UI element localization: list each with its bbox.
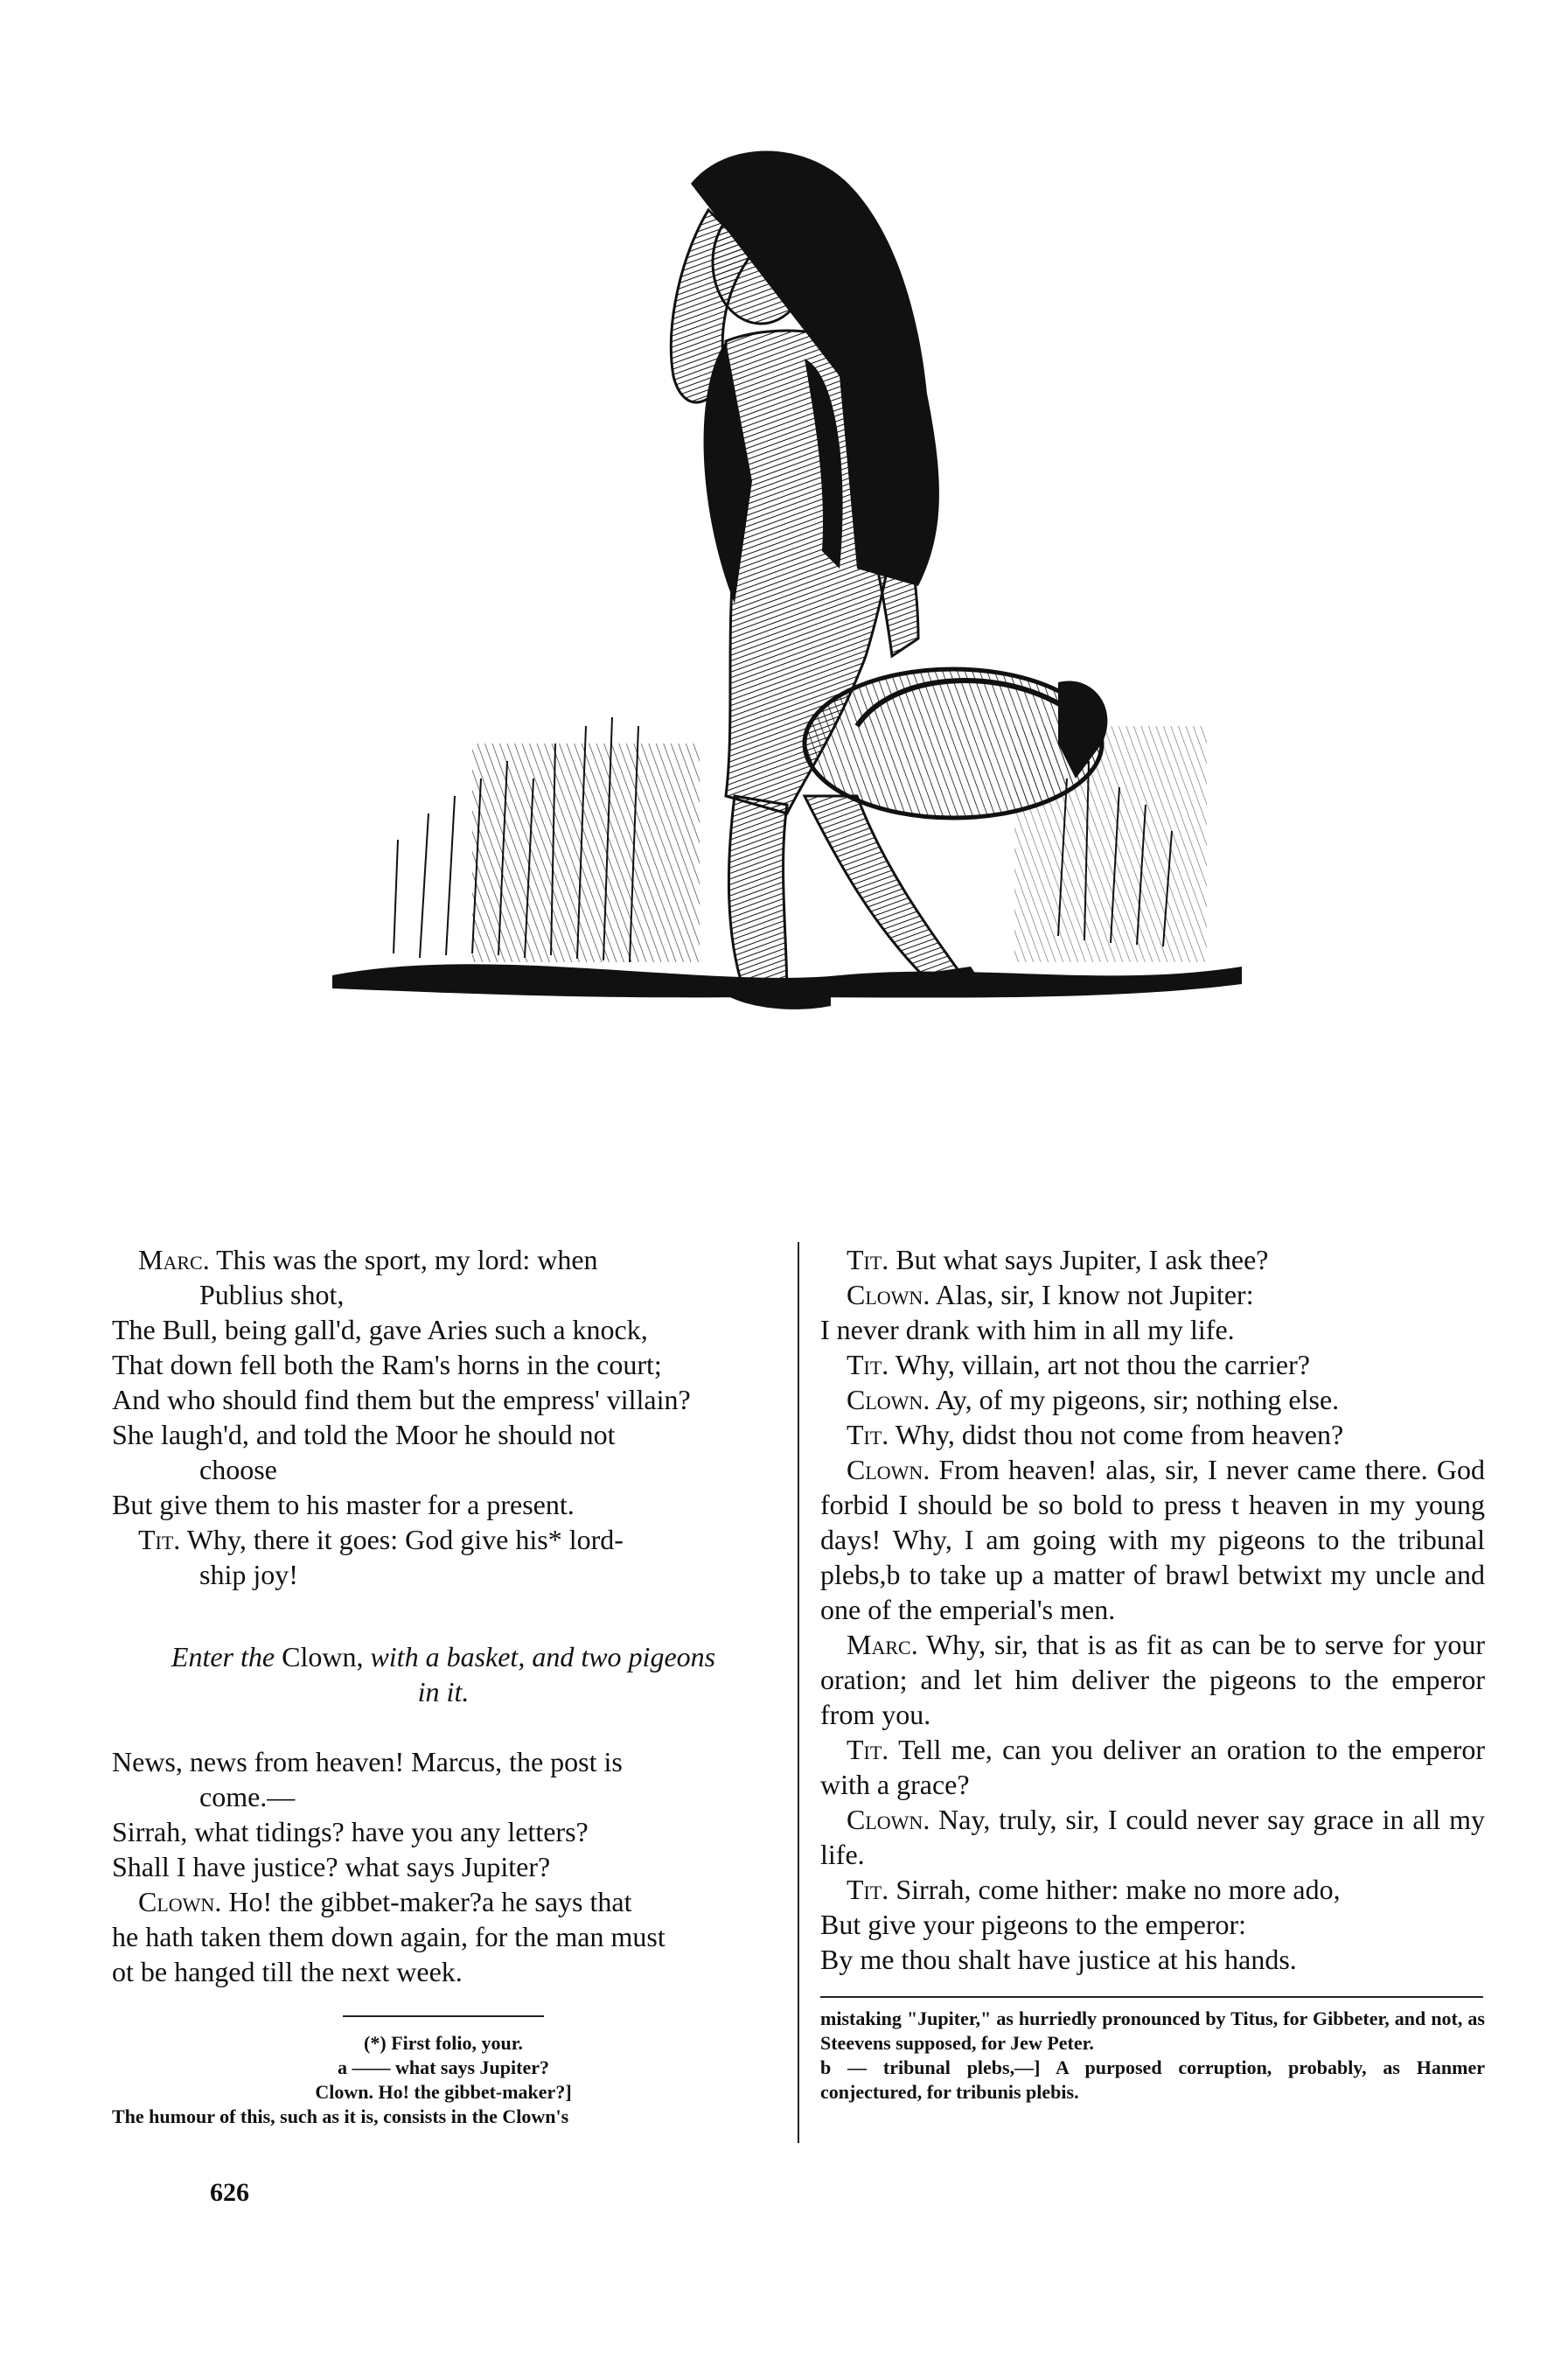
- left-footnotes: [112, 2031, 775, 2129]
- footnote: mistaking "Jupiter," as hurriedly pronounced by Titus, for Gibbeter, and not, as Steevens supposed, for Jew Peter.: [820, 2007, 1485, 2054]
- footnote: b — tribunal plebs,—] A purposed corruption, probably, as Hanmer conjectured, for tribunis plebis.: [820, 2056, 1485, 2103]
- speaker-name: Marc.: [138, 1244, 210, 1275]
- left-verse-2: [112, 1744, 775, 1989]
- verse-text: Ay, of my pigeons, sir; nothing else.: [935, 1384, 1340, 1415]
- footnote: The humour of this, such as it is, consists in the Clown's: [112, 2105, 569, 2127]
- verse-line: [820, 1417, 1485, 1452]
- footnote-text: —— what says Jupiter?: [352, 2056, 549, 2078]
- footnote: (*) First folio, your.: [364, 2032, 523, 2054]
- footnote-rule: [820, 1996, 1483, 1998]
- verse-line: That down fell both the Ram's horns in the court;: [112, 1349, 662, 1380]
- verse-line: She laugh'd, and told the Moor he should not: [112, 1419, 616, 1450]
- left-column: [112, 1242, 775, 2129]
- verse-line: Sirrah, what tidings? have you any letters?: [112, 1816, 589, 1847]
- verse-line: The Bull, being gall'd, gave Aries such a knock,: [112, 1314, 648, 1345]
- speaker-name: Tit.: [847, 1874, 889, 1905]
- prose-text: Nay, truly, sir, I could never say grace in all my life.: [820, 1804, 1486, 1870]
- verse-continuation: choose: [199, 1454, 277, 1485]
- verse-line: [820, 1277, 1485, 1312]
- speaker-name: Tit.: [847, 1419, 889, 1450]
- verse-line: I never drank with him in all my life.: [820, 1314, 1235, 1345]
- verse-line: [820, 1347, 1485, 1382]
- speaker-name: Tit.: [138, 1524, 181, 1555]
- prose-speech: [820, 1452, 1485, 1627]
- verse-line: [112, 1522, 775, 1557]
- verse-continuation: ship joy!: [199, 1559, 298, 1590]
- verse-line: And who should find them but the empress' villain?: [112, 1384, 691, 1415]
- speaker-name: Clown.: [847, 1384, 930, 1415]
- verse-text: Alas, sir, I know not Jupiter:: [935, 1279, 1254, 1310]
- speaker-name: Tit.: [847, 1734, 889, 1765]
- verse-line: Shall I have justice? what says Jupiter?: [112, 1851, 551, 1882]
- verse-text: Why, villain, art not thou the carrier?: [895, 1349, 1310, 1380]
- stage-direction: [112, 1639, 775, 1709]
- right-verse-2: [820, 1872, 1485, 1977]
- verse-text: Sirrah, come hither: make no more ado,: [896, 1874, 1341, 1905]
- prose-text: Tell me, can you deliver an oration to the emperor with a grace?: [820, 1734, 1486, 1800]
- stage-text: Enter the: [171, 1641, 275, 1672]
- verse-text: This was the sport, my lord: when: [216, 1244, 598, 1275]
- stage-text: in it.: [417, 1676, 470, 1707]
- speaker-name: Clown.: [847, 1454, 930, 1485]
- speaker-name: Clown.: [138, 1886, 222, 1917]
- prose-speech: [820, 1732, 1485, 1802]
- prose-text: Why, sir, that is as fit as can be to serve for your oration; and let him deliver the pigeons to the emperor from you.: [820, 1629, 1485, 1730]
- stage-text: with a basket, and two pigeons: [370, 1641, 716, 1672]
- speaker-name: Tit.: [847, 1349, 889, 1380]
- page-number: 626: [210, 2178, 249, 2207]
- verse-line: [820, 1382, 1485, 1417]
- clown-with-basket-engraving-icon: [315, 114, 1312, 1093]
- verse-line: But give your pigeons to the emperor:: [820, 1909, 1247, 1940]
- speaker-name: Marc.: [847, 1629, 918, 1660]
- right-verse-1: [820, 1242, 1485, 1452]
- verse-text: Why, there it goes: God give his* lord-: [186, 1524, 624, 1555]
- verse-line: By me thou shalt have justice at his hands.: [820, 1944, 1297, 1975]
- verse-line: [820, 1242, 1485, 1277]
- verse-line: But give them to his master for a present.: [112, 1489, 575, 1520]
- verse-line: [112, 1884, 775, 1919]
- prose-speech: [820, 1802, 1485, 1872]
- verse-line: he hath taken them down again, for the man must: [112, 1921, 666, 1952]
- footnote: [112, 2056, 775, 2080]
- verse-continuation: come.—: [199, 1781, 296, 1812]
- speaker-name: Clown.: [847, 1279, 930, 1310]
- prose-speech: [820, 1627, 1485, 1732]
- verse-text: Why, didst thou not come from heaven?: [895, 1419, 1344, 1450]
- verse-text: Ho! the gibbet-maker?a he says that: [228, 1886, 632, 1917]
- footnote-rule: [343, 2015, 544, 2017]
- footnote-mark: a: [337, 2056, 347, 2078]
- speaker-name: Clown.: [847, 1804, 930, 1835]
- verse-continuation: Publius shot,: [199, 1279, 345, 1310]
- column-divider: [798, 1242, 799, 2143]
- right-footnotes: [820, 2007, 1485, 2105]
- left-verse-1: [112, 1242, 775, 1592]
- footnote: Clown. Ho! the gibbet-maker?]: [315, 2081, 572, 2103]
- verse-line: [820, 1872, 1485, 1907]
- prose-text: From heaven! alas, sir, I never came there. God forbid I should be so bold to press t heaven in my young days! Why, I am going with my pigeons to the tribunal plebs,b to take up a matter of brawl betwixt my uncle and one of the emperial's men.: [820, 1454, 1486, 1625]
- verse-text: But what says Jupiter, I ask thee?: [896, 1244, 1269, 1275]
- verse-line: [112, 1242, 775, 1277]
- verse-line: News, news from heaven! Marcus, the post is: [112, 1746, 623, 1777]
- stage-character: Clown,: [282, 1641, 364, 1672]
- clown-illustration: [315, 114, 1312, 1093]
- verse-line: ot be hanged till the next week.: [112, 1956, 463, 1987]
- right-column: [820, 1242, 1485, 2105]
- speaker-name: Tit.: [847, 1244, 889, 1275]
